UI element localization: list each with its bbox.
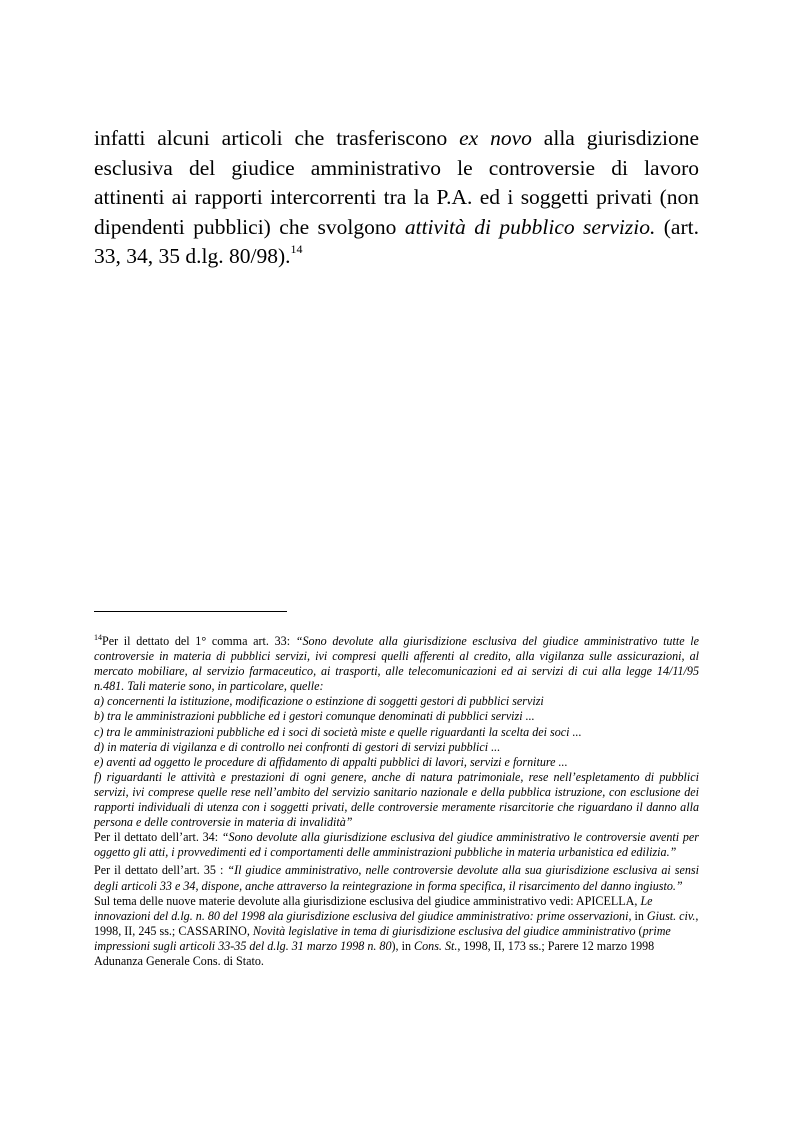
footnote-art35: Per il dettato dell’art. 35 : “Il giudice amministrativo, nelle controversie devolute alla sua giurisdizione esclusiva ai sensi degli articoli 33 e 34, dispone, anche attraverso la reintegrazione in forma specifica, il risarcimento del danno ingiusto.” bbox=[94, 863, 699, 893]
footnote-list-item: e) aventi ad oggetto le procedure di affidamento di appalti pubblici di lavori, servizi e forniture ... bbox=[94, 754, 568, 769]
body-italic-text: ex novo bbox=[459, 126, 532, 150]
footnote-list-item: d) in materia di vigilanza e di controllo nei confronti di gestori di servizi pubblici ... bbox=[94, 739, 501, 754]
body-text: infatti alcuni articoli che trasferiscono bbox=[94, 126, 460, 150]
body-paragraph bbox=[94, 124, 699, 272]
footnote-intro: Per il dettato del 1° comma art. 33: bbox=[102, 634, 296, 648]
footnote-quote: “Sono devolute alla giurisdizione esclusiva del giudice amministrativo tutte le controversie in materia di pubblici servizi, ivi compresi quelli afferenti al credito, alla vigilanza sulle assicurazioni, al mercato mobiliare, al servizio farmaceutico, ai trasporti, alle telecomunicazioni ed ai servizi di cui alla legge 14/11/95 n.481. Tali materie sono, in particolare, quelle: bbox=[94, 634, 699, 694]
footnote-bibliography: Sul tema delle nuove materie devolute alla giurisdizione esclusiva del giudice amministrativo vedi: APICELLA, Le innovazioni del d.lg. n. 80 del 1998 ala giurisdizione esclusiva del giudice amministrativo: prime osservazioni, in Giust. civ., 1998, II, 245 ss.; CASSARINO, Novità legislative in tema di giurisdizione esclusiva del giudice amministrativo (prime impressioni sugli articoli 33-35 del d.lg. 31 marzo 1998 n. 80), in Cons. St., 1998, II, 173 ss.; Parere 12 marzo 1998 Adunanza Generale Cons. di Stato. bbox=[94, 893, 699, 968]
footnote-art34: Per il dettato dell’art. 34: “Sono devolute alla giurisdizione esclusiva del giudice amministrativo le controversie aventi per oggetto gli atti, i provvedimenti ed i comportamenti delle amministrazioni pubbliche in materia urbanistica ed edilizia.” bbox=[94, 830, 700, 860]
footnote-list-item: f) riguardanti le attività e prestazioni di ogni genere, anche di natura patrimoniale, rese nell’espletamento di pubblici servizi, ivi comprese quelle rese nell’ambito del servizio sanitario nazionale e della pubblica istruzione, con esclusione dei rapporti individuali di utenza con i soggetti privati, delle controversie meramente risarcitorie che riguardano il danno alla persona e delle controversie in materia di invalidità” bbox=[94, 769, 699, 830]
body-text: alla giurisdizione esclusiva del giudice amministrativo le controversie di lavoro attinenti ai rapporti intercorrenti tra la P.A. ed i soggetti privati (non dipendenti pubblici) che svolgono bbox=[94, 126, 699, 239]
footnote-art33 bbox=[94, 634, 699, 694]
footnote-list-item: a) concernenti la istituzione, modificazione o estinzione di soggetti gestori di pubblici servizi bbox=[94, 694, 544, 709]
footnote-reference: 14 bbox=[290, 242, 303, 256]
footnote-number: 14 bbox=[94, 633, 102, 642]
footnote-block bbox=[94, 634, 699, 969]
body-text: (art. 33, 34, 35 d.lg. 80/98). bbox=[94, 214, 699, 268]
footnote-list-item: c) tra le amministrazioni pubbliche ed i soci di società miste e quelle riguardanti la scelta dei soci ... bbox=[94, 724, 582, 739]
footnote-separator bbox=[94, 611, 287, 612]
footnote-list-item: b) tra le amministrazioni pubbliche ed i gestori comunque denominati di pubblici servizi ... bbox=[94, 709, 535, 724]
body-italic-text: attività di pubblico servizio. bbox=[404, 214, 656, 239]
